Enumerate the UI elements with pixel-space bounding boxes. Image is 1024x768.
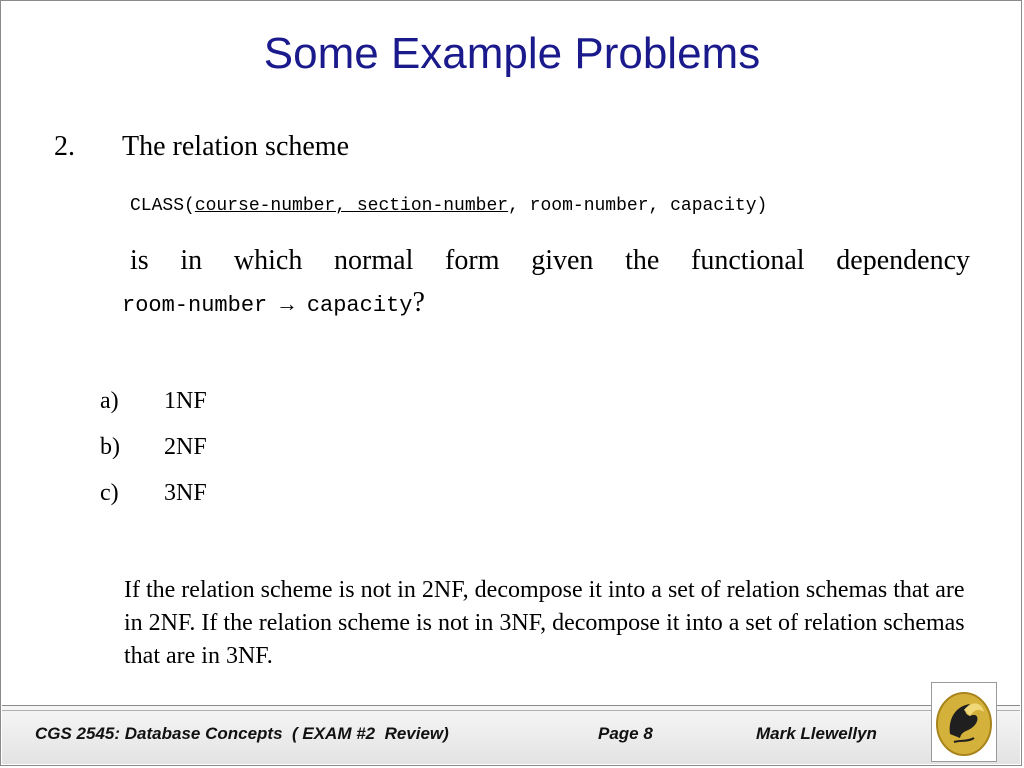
footer-page-number: Page 8	[598, 724, 653, 743]
option-letter: b)	[100, 434, 120, 460]
schema-other-attributes: , room-number, capacity)	[508, 196, 768, 216]
problem-number: 2.	[54, 131, 75, 162]
relation-schema	[130, 196, 767, 216]
pegasus-logo-icon	[934, 686, 994, 758]
functional-dependency: room-number → capacity	[122, 293, 413, 318]
option-text: 1NF	[164, 388, 207, 414]
question-mark: ?	[412, 287, 425, 318]
slide-title: Some Example Problems	[263, 29, 761, 78]
option-text: 2NF	[164, 434, 207, 460]
question-line: is in which normal form given the functional dependency	[130, 245, 970, 276]
question-text	[122, 240, 970, 327]
option-letter: a)	[100, 388, 119, 414]
schema-name: CLASS(	[130, 196, 195, 216]
footer-author: Mark Llewellyn	[756, 724, 877, 743]
footer-course: CGS 2545: Database Concepts ( EXAM #2 Review)	[35, 724, 449, 743]
option-letter: c)	[100, 480, 119, 506]
decomposition-instructions: If the relation scheme is not in 2NF, decompose it into a set of relation schemas that are in 2NF. If the relation scheme is not in 3NF, decompose it into a set of relation schemas that are in 3NF.	[124, 577, 965, 669]
option-text: 3NF	[164, 480, 207, 506]
logo-box	[931, 682, 997, 762]
schema-key-attributes: course-number, section-number	[194, 196, 509, 216]
problem-intro: The relation scheme	[122, 131, 350, 162]
